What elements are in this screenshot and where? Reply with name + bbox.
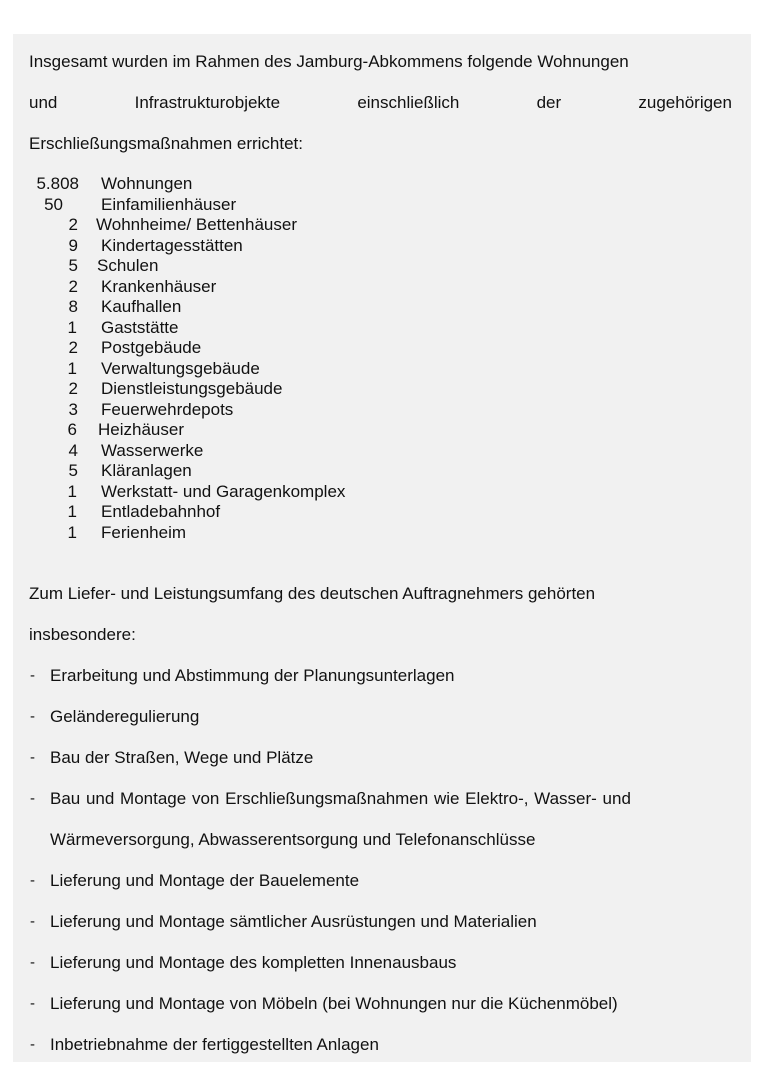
object-count: 4 xyxy=(68,441,78,460)
intro-line-1: Insgesamt wurden im Rahmen des Jamburg-Abkommens folgende Wohnungen xyxy=(29,52,629,71)
intro-word: und xyxy=(29,93,58,112)
object-label: Kläranlagen xyxy=(101,461,192,480)
object-count: 9 xyxy=(68,236,78,255)
bullet-item: Lieferung und Montage der Bauelemente xyxy=(50,871,360,890)
object-count: 2 xyxy=(68,277,78,296)
object-count: 1 xyxy=(67,523,77,542)
object-count: 2 xyxy=(68,379,78,398)
object-count: 2 xyxy=(68,215,78,234)
object-label: Dienstleistungsgebäude xyxy=(101,379,283,398)
bullet-marker: - xyxy=(30,1036,35,1053)
object-label: Gaststätte xyxy=(101,318,179,337)
object-label: Wasserwerke xyxy=(101,441,204,460)
object-count: 1 xyxy=(67,359,77,378)
object-count: 5 xyxy=(68,461,78,480)
bullet-marker: - xyxy=(30,708,35,725)
bullet-marker: - xyxy=(30,749,35,766)
intro-word: Infrastrukturobjekte xyxy=(134,93,281,112)
object-label: Verwaltungsgebäude xyxy=(101,359,260,378)
object-label: Krankenhäuser xyxy=(101,277,217,296)
bullet-item-text: Bau und Montage von Erschließungsmaßnahmen wie Elektro-, Wasser- und xyxy=(50,789,631,808)
bullet-item-continuation: Wärmeversorgung, Abwasserentsorgung und Telefonanschlüsse xyxy=(50,830,536,849)
object-label: Kindertagesstätten xyxy=(101,236,243,255)
object-count: 1 xyxy=(67,318,77,337)
bullet-marker: - xyxy=(30,995,35,1012)
object-count: 6 xyxy=(67,420,77,439)
object-label: Wohnungen xyxy=(101,174,193,193)
bullet-marker: - xyxy=(30,667,35,684)
scope-line-1: Zum Liefer- und Leistungsumfang des deutschen Auftragnehmers gehörten xyxy=(29,584,596,603)
intro-word: einschließlich xyxy=(357,93,460,112)
bullet-marker: - xyxy=(30,872,35,889)
bullet-item: Inbetriebnahme der fertiggestellten Anlagen xyxy=(50,1035,379,1054)
object-count: 1 xyxy=(67,502,77,521)
object-label: Feuerwehrdepots xyxy=(101,400,234,419)
intro-line-3: Erschließungsmaßnahmen errichtet: xyxy=(29,134,304,153)
object-label: Entladebahnhof xyxy=(101,502,221,521)
bullet-marker: - xyxy=(30,913,35,930)
bullet-marker: - xyxy=(30,954,35,971)
bullet-item: Erarbeitung und Abstimmung der Planungsunterlagen xyxy=(50,666,455,685)
intro-line-2 xyxy=(29,93,732,113)
bullet-item: Lieferung und Montage von Möbeln (bei Wohnungen nur die Küchenmöbel) xyxy=(50,994,618,1013)
object-label: Ferienheim xyxy=(101,523,187,542)
bullet-item: Geländeregulierung xyxy=(50,707,200,726)
object-label: Postgebäude xyxy=(101,338,202,357)
object-count: 1 xyxy=(67,482,77,501)
bullet-item: Bau der Straßen, Wege und Plätze xyxy=(50,748,314,767)
object-count: 3 xyxy=(68,400,78,419)
intro-word: der xyxy=(536,93,562,112)
bullet-item: Lieferung und Montage sämtlicher Ausrüstungen und Materialien xyxy=(50,912,537,931)
object-label: Kaufhallen xyxy=(101,297,182,316)
object-label: Schulen xyxy=(97,256,159,275)
object-label: Heizhäuser xyxy=(98,420,184,439)
object-label: Werkstatt- und Garagenkomplex xyxy=(101,482,346,501)
object-count: 5.808 xyxy=(36,174,79,193)
object-label: Wohnheime/ Bettenhäuser xyxy=(96,215,297,234)
object-count: 5 xyxy=(68,256,78,275)
bullet-item: Lieferung und Montage des kompletten Innenausbaus xyxy=(50,953,457,972)
bullet-marker: - xyxy=(30,790,35,807)
object-label: Einfamilienhäuser xyxy=(101,195,237,214)
object-count: 8 xyxy=(68,297,78,316)
bullet-item xyxy=(50,789,732,809)
intro-word: zugehörigen xyxy=(638,93,732,112)
object-count: 50 xyxy=(44,195,63,214)
scope-line-2: insbesondere: xyxy=(29,625,136,644)
object-count: 2 xyxy=(68,338,78,357)
